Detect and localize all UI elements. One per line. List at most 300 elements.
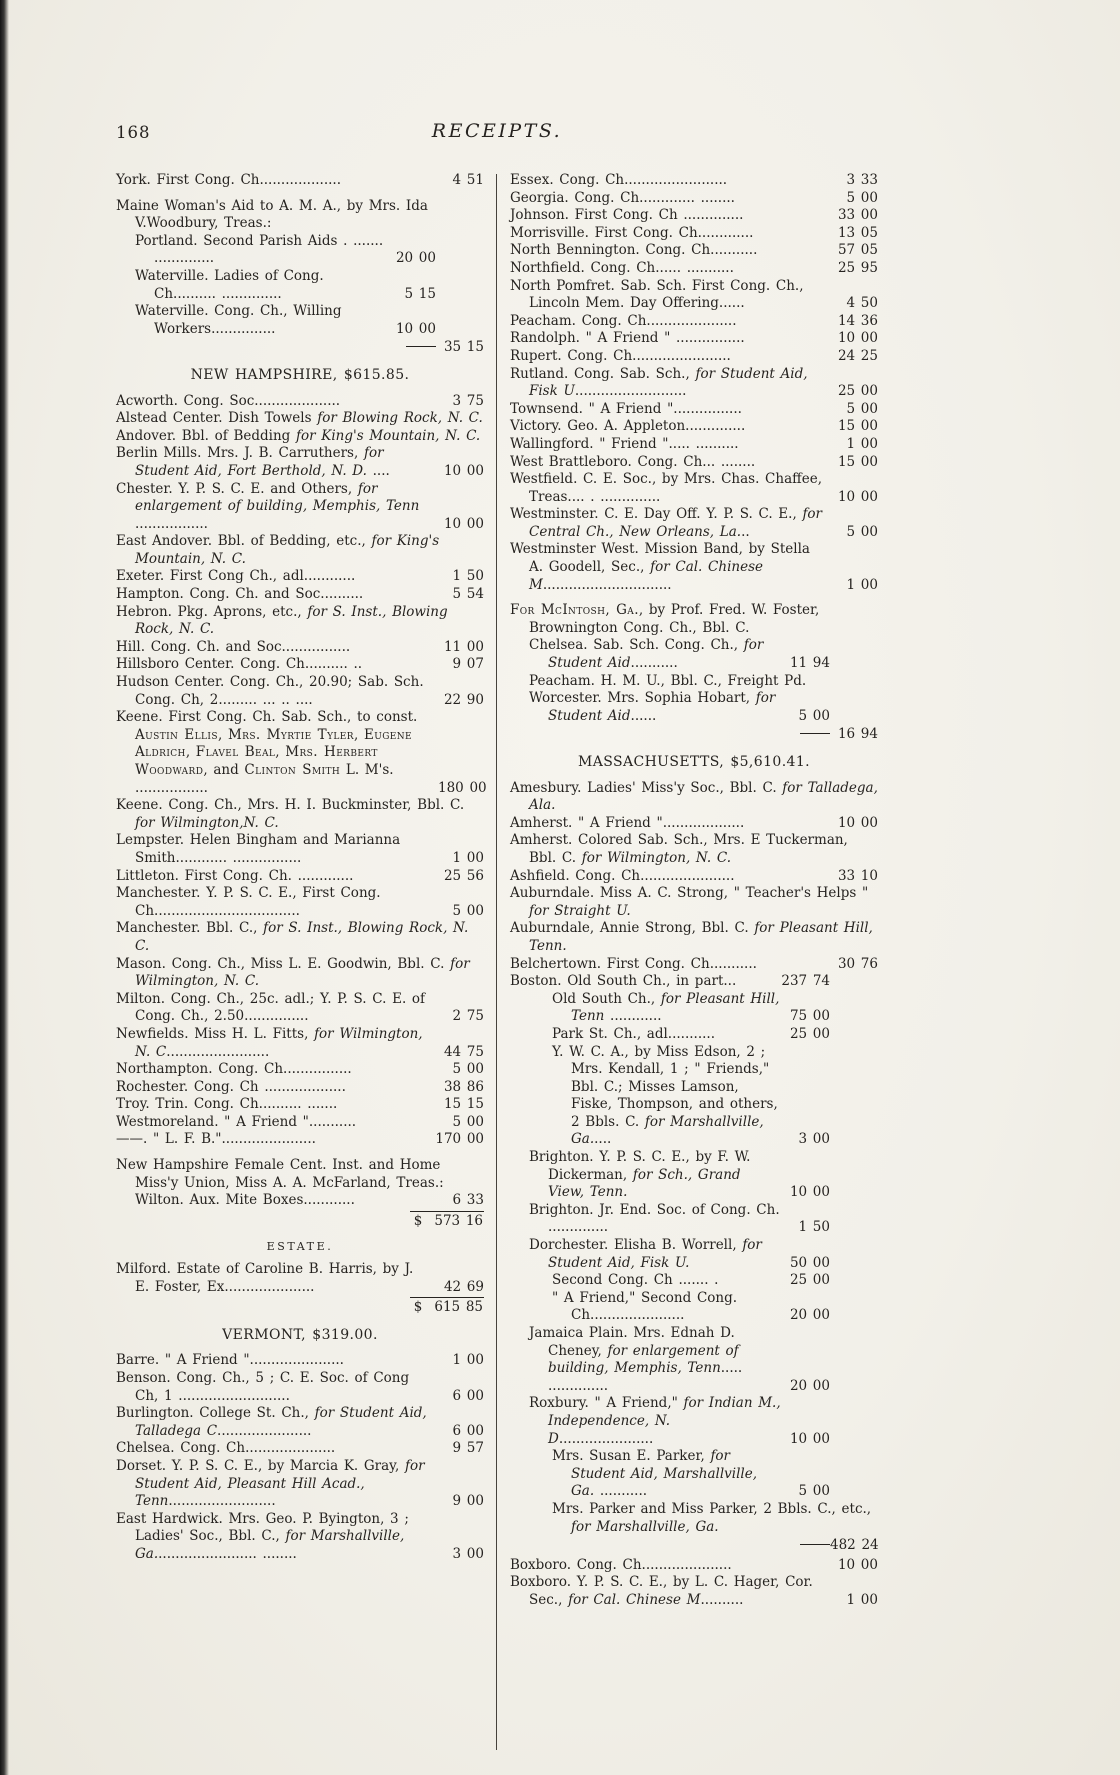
receipt-entry — [116, 1114, 484, 1132]
receipt-entry — [510, 313, 878, 331]
text-segment: Wallingford. " Friend "..... .......... — [510, 435, 739, 452]
entry-text — [116, 1405, 433, 1440]
text-segment: for enlargement of building, Memphis, Tenn — [548, 1342, 739, 1377]
text-segment: Flavel Beal — [195, 744, 276, 761]
entry-text — [116, 885, 433, 920]
receipt-entry — [510, 920, 878, 955]
sum-rule — [800, 1544, 830, 1545]
receipt-entry — [116, 1261, 484, 1296]
receipt-entry — [510, 1149, 878, 1202]
receipt-entry — [510, 673, 878, 691]
receipt-entry — [116, 1131, 484, 1149]
entry-text — [116, 674, 433, 709]
receipt-entry — [510, 602, 878, 637]
entry-text — [116, 1026, 433, 1061]
text-segment: for Wilmington,N. C. — [135, 814, 279, 831]
entry-text — [116, 604, 484, 639]
receipt-entry — [510, 1290, 878, 1325]
entry-text — [529, 637, 781, 672]
amount: 2 75 — [452, 1008, 484, 1025]
text-segment: Westfield. C. E. Soc., by Mrs. Chas. Chaffee, Treas.... . .............. — [510, 471, 822, 505]
text-segment: East Andover. Bbl. of Bedding, etc., — [116, 533, 372, 550]
entry-text — [116, 1157, 484, 1192]
scan-gutter-shadow — [0, 0, 9, 1775]
entry-text — [529, 1149, 781, 1202]
text-segment: VERMONT, $319.00. — [222, 1326, 378, 1343]
receipt-entry — [510, 780, 878, 815]
text-segment: for Central Ch., New Orleans, La. — [529, 506, 823, 540]
receipt-entry — [116, 481, 484, 534]
amount: 3 00 — [798, 1131, 830, 1148]
text-segment: for Student Aid, Marshallville, Ga. — [571, 1448, 757, 1500]
receipt-entry — [116, 268, 484, 303]
receipt-entry — [116, 533, 484, 568]
text-segment: .......... — [700, 1591, 744, 1608]
text-segment: Westminster. C. E. Day Off. Y. P. S. C. E., — [510, 506, 803, 523]
text-segment: for S. Inst., Blowing Rock, N. C. — [135, 603, 448, 638]
amount: 15 15 — [443, 1096, 484, 1113]
text-segment: ..... .............. — [548, 1360, 743, 1394]
entry-text — [510, 401, 827, 419]
text-segment: Belchertown. First Cong. Ch........... — [510, 955, 757, 972]
receipt-entry — [510, 260, 878, 278]
text-segment: Acworth. Cong. Soc.................... — [116, 392, 341, 409]
receipt-entry — [116, 709, 487, 797]
text-segment: Mrs. Parker and Miss Parker, 2 Bbls. C., etc., — [552, 1500, 872, 1517]
text-segment: Westminster West. Mission Band, by Stella A. Goodell, Sec., — [510, 541, 810, 576]
receipt-entry — [116, 1061, 484, 1079]
entry-text — [510, 920, 878, 955]
entry-text — [116, 428, 484, 446]
text-segment: ................. — [135, 515, 208, 532]
receipt-entry — [510, 637, 878, 672]
receipt-entry — [116, 1079, 484, 1097]
receipt-entry — [510, 1325, 878, 1395]
text-segment: Lempster. Helen Bingham and Marianna Smith............ ................ — [116, 832, 401, 866]
text-segment: Peacham. H. M. U., Bbl. C., Freight Pd. — [529, 672, 807, 689]
inner-amount-slot — [786, 726, 830, 744]
entry-text — [552, 1501, 878, 1536]
amount: 10 00 — [443, 515, 484, 532]
text-segment: for Sch., Grand View, Tenn. — [548, 1166, 741, 1201]
amount: 482 24 — [830, 1537, 879, 1554]
text-segment: Rochester. Cong. Ch ................... — [116, 1078, 346, 1095]
receipt-entry — [116, 393, 484, 411]
text-segment: For McIntosh, Ga. — [510, 602, 639, 619]
text-segment: for Student Aid — [548, 637, 764, 672]
spacer — [510, 594, 878, 602]
text-segment: for Marshallville, Ga. — [571, 1113, 764, 1148]
amount: 44 75 — [443, 1043, 484, 1060]
receipt-entry — [116, 410, 484, 428]
spacer — [116, 1149, 484, 1157]
receipt-entry — [116, 656, 484, 674]
amount: 3 00 — [452, 1545, 484, 1562]
currency-sign: $ — [413, 1212, 423, 1229]
text-segment: , and — [203, 762, 245, 778]
receipt-entry — [116, 1370, 484, 1405]
text-segment: ......................... — [168, 1493, 276, 1510]
receipt-entry — [116, 991, 484, 1026]
text-segment: Benson. Cong. Ch., 5 ; C. E. Soc. of Cong Ch, 1 .......................... — [116, 1370, 410, 1404]
text-segment: Alstead Center. Dish Towels — [116, 410, 318, 427]
text-segment: North Pomfret. Sab. Sch. First Cong. Ch., Lincoln Mem. Day Offering...... — [510, 277, 804, 312]
amount: 20 00 — [789, 1377, 830, 1394]
text-segment: Northfield. Cong. Ch...... ........... — [510, 259, 734, 276]
entry-text — [529, 690, 781, 725]
amount: 1 00 — [846, 1591, 878, 1608]
text-segment: Hill. Cong. Ch. and Soc................ — [116, 638, 351, 655]
text-segment: for Wilmington, N. C. — [135, 955, 470, 990]
entry-text — [529, 1325, 781, 1395]
receipt-entry — [510, 1202, 878, 1237]
text-segment: Amherst. Colored Sab. Sch., Mrs. E Tuckerman, Bbl. C. — [510, 832, 848, 866]
text-segment: .......................... — [574, 383, 687, 400]
amount: 16 94 — [837, 726, 878, 743]
text-segment: Austin Ellis — [135, 726, 218, 743]
total-amount — [410, 1297, 484, 1317]
subtotal-row — [510, 726, 878, 744]
total-row — [116, 1296, 484, 1317]
entry-text — [510, 242, 827, 260]
text-segment: for King's Mountain, N. C. — [296, 427, 481, 444]
receipt-entry — [116, 639, 484, 657]
amount: 10 00 — [443, 462, 484, 479]
running-title: RECEIPTS. — [431, 120, 563, 142]
receipt-entry — [116, 172, 484, 190]
amount: 5 00 — [452, 902, 484, 919]
amount: 20 00 — [789, 1307, 830, 1324]
spacer — [116, 190, 484, 198]
text-segment: West Brattleboro. Cong. Ch... ........ — [510, 453, 756, 470]
receipt-entry — [116, 1157, 484, 1192]
amount: 25 56 — [443, 867, 484, 884]
amount: 22 90 — [443, 691, 484, 708]
entry-text — [116, 393, 433, 411]
receipt-entry — [116, 198, 484, 233]
text-segment: Second Cong. Ch ....... . — [552, 1272, 719, 1289]
receipt-entry — [510, 1501, 878, 1536]
text-segment: Dorchester. Elisha B. Worrell, — [529, 1237, 743, 1254]
text-segment: ........... — [594, 1483, 648, 1500]
amount: 1 00 — [846, 435, 878, 452]
entry-text — [116, 172, 433, 190]
text-segment: for S. Inst., Blowing Rock, N. C. — [135, 920, 469, 954]
text-segment: Mrs. Myrtie Tyler — [227, 726, 354, 743]
text-segment: Burlington. College St. Ch., — [116, 1405, 315, 1422]
text-segment: Eugene Aldrich — [135, 726, 412, 761]
entry-text — [116, 198, 484, 233]
entry-text — [529, 1395, 781, 1448]
receipt-entry — [116, 1096, 484, 1114]
text-segment: ....................... ........ — [158, 1545, 297, 1562]
receipt-entry — [510, 868, 878, 886]
amount: 4 50 — [846, 295, 878, 312]
entry-text — [510, 313, 827, 331]
entry-text — [529, 1202, 781, 1237]
text-segment: for Marshallville, Ga. — [571, 1518, 719, 1535]
text-segment: Morrisville. First Cong. Ch............. — [510, 224, 754, 241]
entry-text — [116, 586, 433, 604]
text-segment: Hampton. Cong. Ch. and Soc.......... — [116, 586, 364, 603]
sum-rule — [406, 346, 436, 347]
text-segment: Old South Ch., — [552, 990, 661, 1007]
entry-text — [116, 1370, 433, 1405]
text-segment: Milford. Estate of Caroline B. Harris, by J. E. Foster, Ex..................... — [116, 1261, 414, 1295]
entry-text — [510, 973, 776, 991]
receipt-entry — [510, 207, 878, 225]
text-segment: .............................. — [542, 576, 672, 593]
amount: 33 10 — [837, 867, 878, 884]
amount: 25 00 — [789, 1272, 830, 1289]
entry-text — [510, 436, 827, 454]
receipt-entry — [510, 973, 878, 991]
text-segment: Amesbury. Ladies' Miss'y Soc., Bbl. C. — [510, 779, 783, 796]
receipt-entry — [510, 991, 878, 1026]
text-segment: Barre. " A Friend "...................... — [116, 1352, 344, 1369]
amount: 15 00 — [837, 418, 878, 435]
text-segment: for enlargement of building, Memphis, Tenn — [135, 480, 420, 515]
receipt-entry — [510, 832, 878, 867]
amount: 6 00 — [452, 1387, 484, 1404]
entry-text — [510, 1557, 827, 1575]
amount: 10 00 — [837, 1556, 878, 1573]
text-segment: Peacham. Cong. Ch..................... — [510, 312, 737, 329]
amount: 3 75 — [452, 392, 484, 409]
amount: 5 00 — [846, 523, 878, 540]
receipt-entry — [510, 242, 878, 260]
entry-text — [552, 1448, 781, 1501]
entry-text — [116, 868, 433, 886]
text-segment: Brighton. Jr. End. Soc. of Cong. Ch. .............. — [529, 1201, 780, 1236]
text-segment: for Wilmington, N. C — [135, 1025, 423, 1060]
receipt-entry — [116, 568, 484, 586]
text-segment: for Cal. Chinese M — [529, 559, 763, 593]
entry-text — [510, 780, 878, 815]
amount: 57 05 — [837, 242, 878, 259]
text-segment: Johnson. First Cong. Ch .............. — [510, 207, 744, 224]
text-segment: ........... — [630, 655, 678, 672]
sum-rule — [800, 733, 830, 734]
entry-text — [116, 709, 433, 797]
amount: 5 00 — [798, 707, 830, 724]
section-heading — [116, 1238, 484, 1256]
amount: 9 00 — [452, 1493, 484, 1510]
amount: 573 16 — [434, 1212, 483, 1229]
entry-text — [116, 1261, 433, 1296]
text-segment: ——. " L. F. B."...................... — [116, 1131, 316, 1148]
text-segment: North Bennington. Cong. Ch........... — [510, 242, 758, 259]
text-segment: Newfields. Miss H. L. Fitts, — [116, 1025, 315, 1042]
receipt-entry — [116, 233, 484, 268]
text-segment: for Cal. Chinese M — [568, 1591, 701, 1608]
receipt-entry — [116, 1026, 484, 1061]
amount: 11 94 — [789, 655, 830, 672]
receipt-entry — [510, 1237, 878, 1272]
text-segment: ...................... — [217, 1422, 312, 1439]
receipt-entry — [510, 541, 878, 594]
receipt-entry — [510, 278, 878, 313]
text-segment: for Pleasant Hill, Tenn — [571, 990, 780, 1025]
entry-text — [552, 1026, 781, 1044]
text-segment: Park St. Ch., adl........... — [552, 1025, 716, 1042]
entry-text — [116, 1079, 433, 1097]
text-segment: Rutland. Cong. Sab. Sch., — [510, 365, 696, 382]
text-segment: Essex. Cong. Ch........................ — [510, 172, 728, 188]
text-segment: Mason. Cong. Ch., Miss L. E. Goodwin, Bbl. C. — [116, 955, 451, 972]
text-segment: for Student Aid, Fisk U — [529, 365, 808, 400]
text-segment: Randolph. " A Friend " ................ — [510, 330, 745, 347]
total-row — [116, 1210, 484, 1231]
text-segment: for Straight U. — [529, 902, 631, 919]
entry-text — [552, 1044, 781, 1150]
amount: 25 95 — [837, 259, 878, 276]
subtotal-row — [116, 339, 484, 357]
receipt-entry — [510, 506, 878, 541]
amount: 237 74 — [781, 973, 830, 990]
text-segment: Townsend. " A Friend "................ — [510, 400, 742, 417]
text-segment: ...... — [630, 707, 657, 724]
section-heading — [116, 367, 484, 385]
text-segment: Littleton. First Cong. Ch. ............. — [116, 867, 354, 884]
amount: 5 00 — [846, 400, 878, 417]
text-segment: for Student Aid, Pleasant Hill Acad., Tenn — [135, 1457, 425, 1510]
receipt-entry — [510, 190, 878, 208]
receipt-entry — [116, 428, 484, 446]
text-segment: for King's Mountain, N. C. — [135, 533, 440, 567]
entry-text — [510, 815, 827, 833]
entry-text — [116, 832, 433, 867]
receipt-entry — [510, 1557, 878, 1575]
entry-text — [116, 956, 484, 991]
section-heading — [510, 754, 878, 772]
receipt-entry — [510, 172, 878, 190]
column-divider-rule — [496, 174, 497, 1750]
text-segment: Hudson Center. Cong. Ch., 20.90; Sab. Sch. Cong. Ch, 2......... ... .. .... — [116, 674, 424, 708]
entry-text — [510, 454, 827, 472]
amount: 6 00 — [452, 1422, 484, 1439]
receipt-entry — [116, 956, 484, 991]
receipt-entry — [116, 586, 484, 604]
receipt-entry — [116, 1458, 484, 1511]
text-segment: Keene. Cong. Ch., Mrs. H. I. Buckminster, Bbl. C. — [116, 797, 465, 814]
entry-text — [529, 1237, 781, 1272]
text-segment: Waterville. Ladies of Cong. Ch.......... .............. — [135, 267, 324, 302]
receipt-entry — [116, 920, 484, 955]
text-segment: for Marshallville, Ga. — [135, 1528, 405, 1562]
receipt-entry — [116, 885, 484, 920]
inner-amount-slot — [786, 1537, 830, 1555]
receipt-entry — [510, 366, 878, 401]
amount: 5 00 — [798, 1483, 830, 1500]
text-segment: Boxboro. Y. P. S. C. E., by L. C. Hager, Cor. Sec., — [510, 1574, 813, 1608]
receipt-entry — [510, 885, 878, 920]
text-segment: .... — [366, 462, 390, 479]
text-segment: for Talladega, Ala. — [529, 779, 878, 814]
receipt-entry — [116, 832, 484, 867]
entry-text — [116, 568, 433, 586]
entry-text — [510, 190, 827, 208]
text-segment: ...................... — [558, 1430, 654, 1447]
text-segment: for Student Aid, Fisk U. — [548, 1237, 762, 1271]
text-segment: East Hardwick. Mrs. Geo. P. Byington, 3 ; Ladies' Soc., Bbl. C., — [116, 1510, 409, 1545]
amount: 33 00 — [837, 207, 878, 224]
amount: 1 00 — [452, 849, 484, 866]
text-segment: Westmoreland. " A Friend "........... — [116, 1113, 357, 1130]
amount: 75 00 — [789, 1008, 830, 1025]
entry-text — [510, 207, 827, 225]
text-segment: Manchester. Y. P. S. C. E., First Cong. Ch.................................. — [116, 885, 381, 919]
entry-text — [510, 956, 827, 974]
two-column-layout — [116, 172, 878, 1750]
amount: 1 00 — [452, 1352, 484, 1369]
entry-text — [116, 1511, 433, 1564]
amount: 14 36 — [837, 312, 878, 329]
text-segment: , — [217, 726, 228, 743]
text-segment: Berlin Mills. Mrs. J. B. Carruthers, — [116, 445, 364, 462]
entry-text — [135, 303, 387, 338]
text-segment: York. First Cong. Ch................... — [116, 172, 341, 188]
entry-text — [116, 1096, 433, 1114]
amount: 10 00 — [837, 330, 878, 347]
entry-text — [510, 366, 827, 401]
amount: 9 07 — [452, 656, 484, 673]
text-segment: Worcester. Mrs. Sophia Hobart, — [529, 690, 756, 707]
amount: 5 00 — [846, 189, 878, 206]
receipt-entry — [116, 1511, 484, 1564]
text-segment: Auburndale. Miss A. C. Strong, " Teacher's Helps " — [510, 885, 869, 902]
entry-text — [510, 172, 827, 190]
amount: 1 00 — [846, 576, 878, 593]
text-segment: Clinton Smith — [244, 762, 341, 778]
page-number: 168 — [116, 123, 151, 142]
amount: 24 25 — [837, 347, 878, 364]
receipt-entry — [510, 1395, 878, 1448]
entry-text — [116, 1352, 433, 1370]
receipt-entry — [510, 330, 878, 348]
right-column — [510, 172, 878, 1750]
text-segment: NEW HAMPSHIRE, $615.85. — [190, 366, 410, 383]
entry-text — [510, 506, 827, 541]
amount: 10 00 — [789, 1184, 830, 1201]
receipt-entry — [510, 1272, 878, 1290]
entry-text — [529, 673, 878, 691]
entry-text — [552, 1272, 781, 1290]
text-segment: Chester. Y. P. S. C. E. and Others, — [116, 480, 358, 497]
entry-text — [510, 885, 878, 920]
receipt-entry — [510, 956, 878, 974]
entry-text — [510, 868, 827, 886]
receipt-entry — [116, 1352, 484, 1370]
text-segment: Boxboro. Cong. Ch..................... — [510, 1556, 732, 1573]
amount: 170 00 — [435, 1131, 484, 1148]
entry-text — [116, 481, 433, 534]
currency-sign: $ — [413, 1299, 423, 1316]
text-segment: , — [185, 744, 196, 761]
text-segment: Manchester. Bbl. C., — [116, 920, 264, 937]
receipt-entry — [116, 1405, 484, 1440]
text-segment: for Indian M., Independence, N. D — [548, 1395, 781, 1447]
amount: 10 00 — [395, 320, 436, 337]
entry-text — [552, 1290, 781, 1325]
text-segment: Roxbury. " A Friend," — [529, 1395, 684, 1412]
left-column — [116, 172, 487, 1750]
text-segment: Waterville. Cong. Ch., Willing Workers............... — [135, 303, 342, 337]
text-segment: Georgia. Cong. Ch............. ........ — [510, 189, 735, 206]
amount: 10 00 — [789, 1430, 830, 1447]
entry-text — [116, 991, 433, 1026]
amount: 15 00 — [837, 453, 878, 470]
